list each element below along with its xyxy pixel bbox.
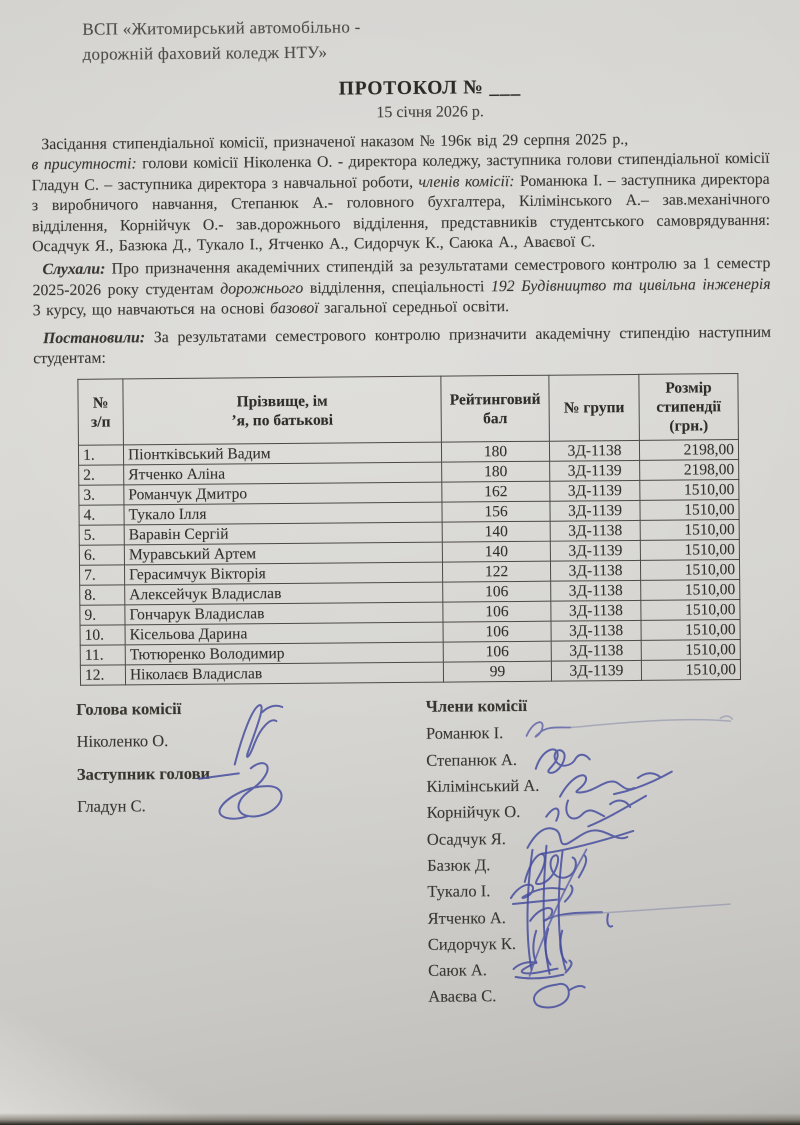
cell-index: 11.	[80, 645, 125, 665]
cell-group: 3Д-1138	[551, 581, 641, 602]
cell-index: 4.	[79, 505, 124, 525]
member-name: Корнійчук О.	[426, 802, 521, 823]
member-name: Степанюк А.	[426, 749, 518, 770]
member-name: Аваєва С.	[428, 986, 497, 1007]
member-name: Ятченко А.	[427, 907, 506, 928]
title-block	[31, 73, 769, 127]
paragraph-attendance	[31, 129, 770, 258]
photo-bottom-edge	[0, 1113, 800, 1125]
member-name: Базюк Д.	[427, 855, 491, 875]
col-header-group: № групи	[549, 375, 640, 442]
attendance-present-label: в присутності:	[31, 155, 137, 174]
cell-rating: 140	[442, 542, 550, 563]
member-row	[427, 853, 776, 882]
organization-name-line1: ВСП «Житомирський автомобільно -	[82, 17, 361, 39]
cell-index: 9.	[80, 605, 125, 625]
cell-index: 6.	[79, 545, 124, 565]
cell-group: 3Д-1138	[549, 441, 639, 462]
chair-role: Голова комісії	[76, 699, 182, 720]
cell-rating: 106	[443, 602, 551, 623]
cell-student-name: Піонтківський Вадим	[123, 443, 441, 466]
cell-rating: 106	[443, 642, 551, 663]
member-name: Сидорчук К.	[427, 933, 517, 954]
deputy-role: Заступник голови	[76, 764, 211, 785]
cell-student-name: Гончарук Владислав	[125, 603, 443, 626]
deputy-name: Гладун С.	[77, 796, 146, 817]
cell-student-name: Варавін Сергій	[124, 523, 442, 546]
cell-rating: 106	[443, 582, 551, 603]
cell-stipend: 1510,00	[640, 540, 739, 561]
members-overlapping-signature-strokes	[509, 844, 600, 995]
cell-student-name: Тютюренко Володимир	[125, 643, 443, 666]
sluhaly-text-1: Про призначення академічних стипендій за результатами семестрового контролю за 1 семестр 2025-2026 року студентам	[32, 255, 771, 300]
cell-stipend: 1510,00	[640, 520, 739, 541]
protocol-title: ПРОТОКОЛ № ___	[338, 76, 522, 100]
cell-group: 3Д-1138	[551, 601, 641, 622]
chair-signature-block	[76, 698, 398, 1017]
cell-index: 1.	[78, 445, 123, 465]
attendance-members-label: членів комісії:	[418, 172, 515, 191]
cell-rating: 99	[443, 662, 551, 683]
sluhaly-text-4: загальної середньої освіти.	[318, 298, 510, 317]
cell-stipend: 2198,00	[639, 440, 738, 461]
cell-index: 12.	[80, 665, 125, 685]
table-header-row	[78, 374, 739, 446]
deputy-signature	[195, 756, 316, 827]
col-header-rating: Рейтинговий бал	[441, 376, 550, 443]
member-name: Тукало І.	[427, 881, 491, 902]
cell-rating: 122	[442, 562, 550, 583]
sluhaly-italic-1: дорожнього	[220, 279, 304, 298]
sluhaly-label: Слухали:	[42, 261, 106, 279]
member-row	[428, 984, 777, 1013]
sluhaly-italic-2: 192 Будівництво та цивільна інженерія	[490, 275, 771, 296]
cell-group: 3Д-1138	[551, 621, 641, 642]
members-header: Члени комісії	[425, 696, 528, 717]
organization-name-line2: дорожній фаховий коледж НТУ»	[82, 42, 328, 64]
sluhaly-text-3: 3 курсу, що навчаються на основі	[32, 300, 271, 320]
cell-stipend: 1510,00	[641, 660, 740, 681]
cell-rating: 180	[441, 442, 549, 463]
cell-rating: 180	[442, 462, 550, 483]
cell-student-name: Муравський Артем	[124, 543, 442, 566]
attendance-opening: Засідання стипендіальної комісії, призначеної наказом № 196к від 29 серпня 2025 р.,	[41, 130, 629, 154]
cell-stipend: 1510,00	[640, 480, 739, 501]
cell-group: 3Д-1139	[550, 481, 640, 502]
sluhaly-italic-3: базової	[269, 299, 319, 318]
col-header-student-name: Прізвище, ім ’я, по батькові	[123, 377, 442, 446]
member-name: Осадчук Я.	[426, 828, 506, 849]
cell-index: 3.	[79, 485, 124, 505]
cell-group: 3Д-1138	[550, 561, 640, 582]
cell-student-name: Тукало Ілля	[124, 503, 442, 526]
cell-student-name: Ятченко Аліна	[124, 463, 442, 486]
postanovyly-text: За результатами семестрового контролю призначити академічну стипендію наступним студентам:	[33, 323, 772, 368]
chair-name: Ніколенко О.	[76, 731, 169, 752]
col-header-stipend: Розмір стипендії (грн.)	[639, 374, 739, 441]
cell-group: 3Д-1139	[550, 461, 640, 482]
cell-stipend: 1510,00	[641, 620, 740, 641]
cell-group: 3Д-1138	[550, 521, 640, 542]
cell-student-name: Кісельова Дарина	[125, 623, 443, 646]
scholarship-table	[77, 374, 741, 687]
members-signature-block	[426, 694, 777, 1013]
col-header-index: № з/п	[78, 379, 124, 445]
cell-rating: 156	[442, 502, 550, 523]
member-name: Кілімінський А.	[426, 775, 540, 796]
cell-index: 10.	[80, 625, 125, 645]
sluhaly-text-2: відділення, спеціальності	[303, 278, 492, 297]
member-name: Романюк І.	[425, 723, 504, 744]
cell-index: 2.	[79, 465, 124, 485]
member-name: Саюк А.	[427, 960, 487, 980]
cell-group: 3Д-1139	[551, 661, 641, 682]
signatures-section	[36, 694, 777, 1017]
paragraph-postanovyly	[33, 322, 771, 369]
cell-stipend: 2198,00	[640, 460, 739, 481]
cell-student-name: Алексейчук Владислав	[125, 583, 443, 606]
table-header	[78, 374, 739, 446]
cell-group: 3Д-1139	[550, 501, 640, 522]
cell-stipend: 1510,00	[641, 600, 740, 621]
cell-group: 3Д-1138	[551, 641, 641, 662]
cell-rating: 140	[442, 522, 550, 543]
cell-student-name: Романчук Дмитро	[124, 483, 442, 506]
cell-student-name: Ніколаєв Владислав	[125, 663, 443, 686]
member-row	[428, 932, 777, 961]
cell-stipend: 1510,00	[640, 560, 739, 581]
cell-student-name: Герасимчук Вікторія	[124, 563, 442, 586]
cell-stipend: 1510,00	[640, 500, 739, 521]
cell-index: 5.	[79, 525, 124, 545]
protocol-date: 15 січня 2026 р.	[376, 103, 484, 122]
cell-index: 7.	[79, 565, 124, 585]
cell-group: 3Д-1139	[550, 541, 640, 562]
cell-stipend: 1510,00	[641, 580, 740, 601]
postanovyly-label: Постановили:	[42, 328, 146, 347]
paragraph-sluhaly	[32, 254, 771, 322]
attendance-members: Романюка І. – заступника директора з виробничого навчання, Степанюк А.- головного бухгалтера, Кілімінського А.– зав.механічного відділення, Корнійчук О.- зав.дорожнього відділення, представників студентського самоврядування: Осадчук Я., Базюка Д., Тукало І., Ятченко А., Сидорчук К., Саюка А., Аваєвої С.	[31, 170, 771, 256]
table-body	[78, 440, 740, 686]
cell-rating: 106	[443, 622, 551, 643]
cell-rating: 162	[442, 482, 550, 503]
cell-stipend: 1510,00	[641, 640, 740, 661]
attendance-officials: голови комісії Ніколенка О. - директора коледжу, заступника голови стипендіальної комісії Гладун С. – заступника директора з навчальної роботи,	[31, 150, 770, 195]
cell-index: 8.	[80, 585, 125, 605]
organization-name	[82, 11, 768, 67]
